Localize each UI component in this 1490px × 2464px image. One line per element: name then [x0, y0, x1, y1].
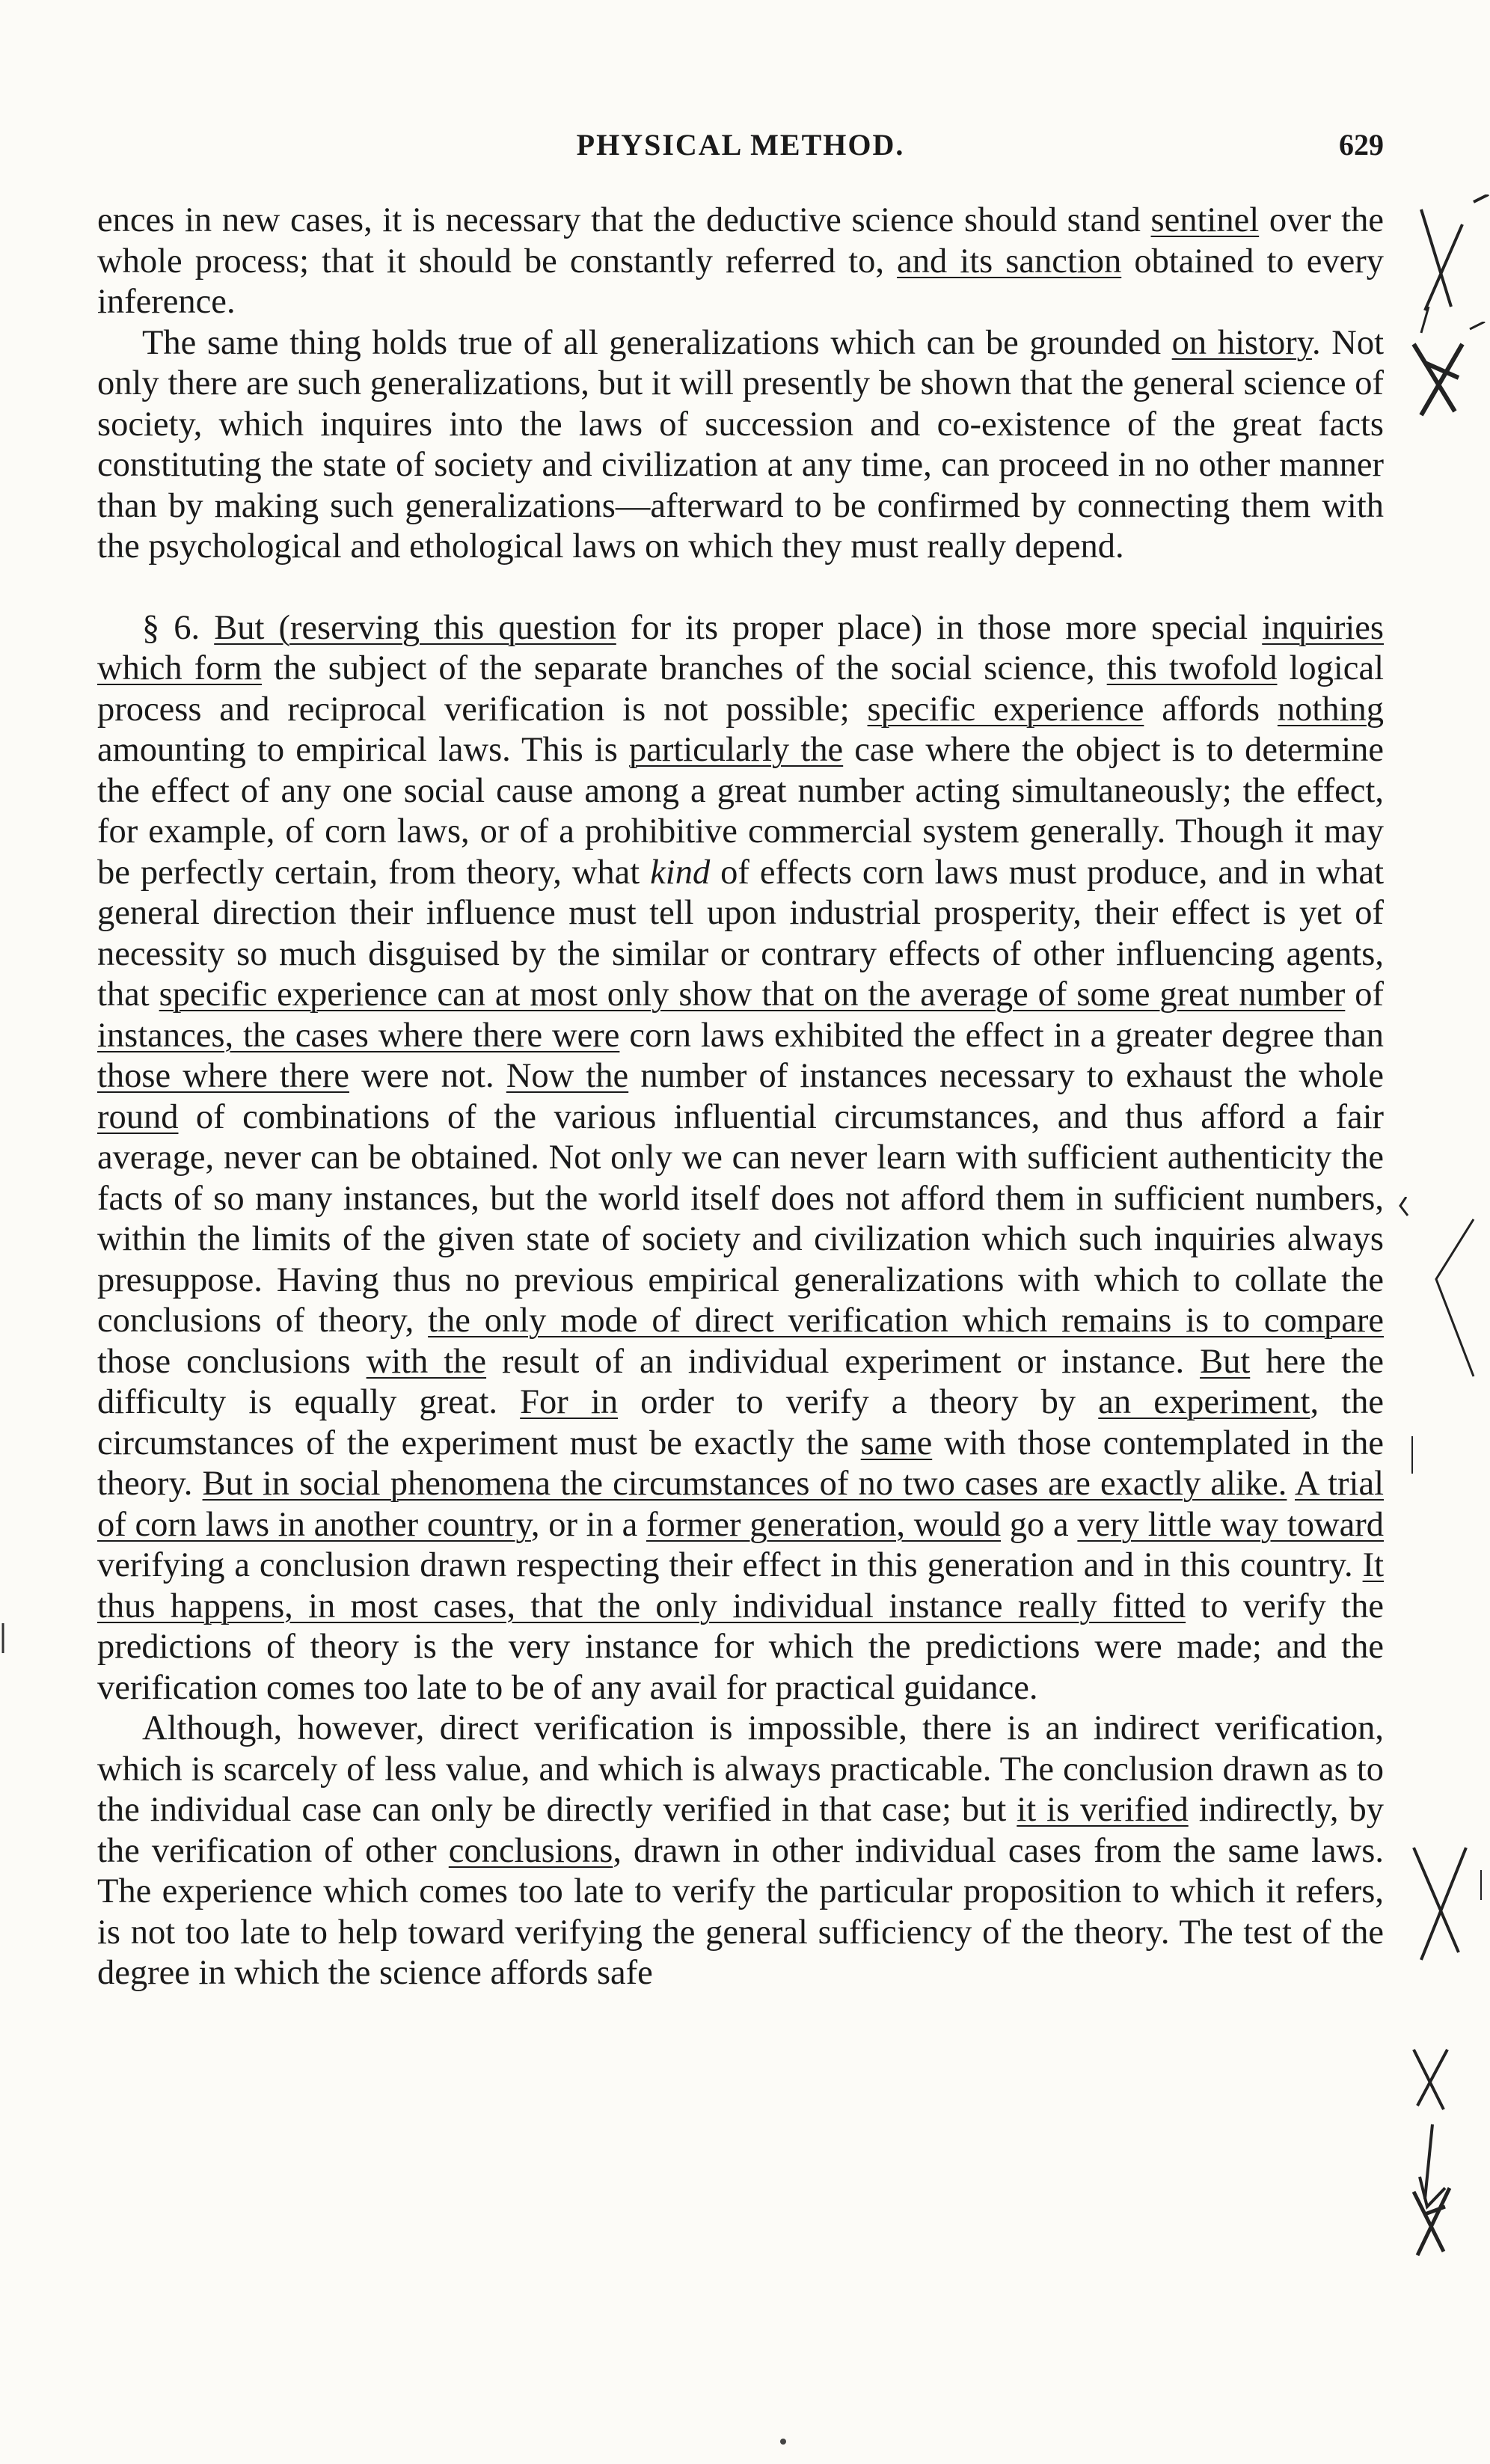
margin-annotations [1391, 194, 1490, 2364]
text-run: of effects corn laws must produce, and in what general direction their influence must tell upon industrial prosperity, their effect is yet of necessity so much disguised by the similar or contrary effects of other influencing agents, that [97, 853, 1384, 1014]
text-run: number of instances necessary to exhaust the whole [628, 1057, 1384, 1095]
text-run: . Not only there are such generalizations, but it will presently be shown that the general science of society, which inquires into the laws of succession and co-existence of the great facts constituting the state of society and civilization at any time, can proceed in no other manner than by making such generalizations—afterward to be confirmed by connecting them with the psychological and ethological laws on which they must really depend. [97, 323, 1385, 566]
text-run: corn laws exhibited the effect in a greater degree than [619, 1016, 1384, 1055]
underlined-text: particularly the [628, 731, 844, 769]
underlined-text: instances, the cases where there were [97, 1016, 620, 1055]
running-title: PHYSICAL METHOD. [576, 128, 905, 162]
underlined-text: For in [520, 1383, 619, 1421]
text-run: with those contemplated in the theory. [97, 1423, 1384, 1503]
underlined-text: specific experience can at most only show that on the average of some great number [159, 975, 1346, 1014]
underlined-text: with the [366, 1342, 487, 1381]
text-run: The same thing holds true of all generalizations which can be grounded [142, 323, 1172, 362]
text-run: obtained to every inference. [97, 242, 1384, 321]
underlined-text: and its sanction [897, 242, 1122, 281]
text-run: those conclusions [97, 1342, 367, 1381]
page-number: 629 [1339, 128, 1384, 162]
underlined-text: this twofold [1106, 649, 1278, 687]
text-run: go a [1001, 1505, 1078, 1544]
text-run: for its proper place) in those more special [616, 608, 1263, 647]
running-head [97, 127, 1384, 172]
text-run: , or in a [530, 1505, 646, 1544]
text-run: order to verify a theory by [618, 1383, 1099, 1421]
text-run: over the whole process; that it should be constantly referred to, [97, 201, 1384, 281]
x-mark-icon [1391, 2169, 1490, 2267]
text-run: amounting to empirical laws. This is [97, 731, 629, 769]
text-run: indirectly, by the verification of other [97, 1791, 1385, 1870]
underlined-text: It thus happens, in most cases, that the only individual instance really fitted [97, 1546, 1384, 1625]
text-run: result of an individual experiment or instance. [486, 1342, 1201, 1381]
underlined-text: an experiment [1098, 1383, 1310, 1421]
text-run: were not. [349, 1057, 506, 1095]
underlined-text: specific experience [867, 690, 1144, 729]
paragraph [97, 1708, 1384, 1994]
text-run: to verify the predictions of theory is the very instance for which the predictions were made; and the verification comes too late to be of any avail for practical guidance. [97, 1587, 1384, 1707]
underlined-text: those where there [97, 1057, 349, 1095]
underlined-text: very little way toward [1077, 1505, 1385, 1544]
text-run: , drawn in other individual cases from the same laws. The experience which comes too late to verify the particular proposition to which it refers, is not too late to help toward verifying the general sufficiency of the theory. The test of the degree in which the science affords safe [97, 1831, 1384, 1992]
bracket-mark-icon [1391, 1197, 1490, 1571]
underlined-text: round [97, 1097, 179, 1136]
underlined-text: But in social phenomena the circumstances of no two cases are exactly alike. [202, 1465, 1287, 1503]
body-text [97, 200, 1384, 1994]
text-run: case where the object is to determine the effect of any one social cause among a great number acting simultaneously; the effect, for example, of corn laws, or of a prohibitive commercial system generally. Though it may be perfectly certain, from theory, what [97, 731, 1385, 892]
page-speck [780, 2439, 786, 2445]
text-run: of [1345, 975, 1384, 1014]
x-mark-icon [1391, 1825, 1490, 1975]
x-mark-icon [1391, 2035, 1490, 2117]
text-run: verifying a conclusion drawn respecting their effect in this generation and in this country. [97, 1546, 1363, 1584]
text-run: , the circumstances of the experiment must be exactly the [97, 1383, 1385, 1462]
text-run: ences in new cases, it is necessary that the deductive science should stand [97, 201, 1151, 239]
underlined-text: same [860, 1423, 933, 1462]
underlined-text: Now the [506, 1057, 629, 1095]
underlined-text: nothing [1277, 690, 1384, 729]
paragraph [97, 608, 1384, 1709]
italic-text: kind [650, 853, 711, 892]
underlined-text: on history [1171, 323, 1312, 362]
text-run: Although, however, direct verification is impossible, there is an indirect verification, which is scarcely of less value, and which is always practicable. The conclusion drawn as to the individual case can only be directly verified in that case; but [97, 1709, 1384, 1829]
underlined-text: But (reserving this question [214, 608, 616, 647]
paragraph [97, 200, 1384, 323]
paragraph [97, 323, 1384, 568]
text-run: here the difficulty is equally great. [97, 1342, 1384, 1421]
underlined-text: A trial of corn laws in another country [97, 1465, 1385, 1544]
x-mark-icon [1391, 322, 1490, 434]
text-run: of combinations of the various influential circumstances, and thus afford a fair average, never can be obtained. Not only we can never learn with sufficient authenticity the facts of so many instances, but the world itself does not afford them in sufficient numbers, within the limits of the given state of society and civilization which such inquiries always presuppose. Having thus no previous empirical generalizations with which to collate the conclusions of theory, [97, 1097, 1384, 1340]
underlined-text: it is verified [1017, 1791, 1189, 1829]
text-run: the subject of the separate branches of the social science, [262, 649, 1107, 687]
underlined-text: former generation, would [646, 1505, 1002, 1544]
underlined-text: sentinel [1150, 201, 1260, 239]
underlined-text: inquiries which form [97, 608, 1384, 687]
text-run: § 6. [142, 608, 215, 647]
underlined-text: But [1200, 1342, 1251, 1381]
text-run: logical process and reciprocal verification is not possible; [97, 649, 1384, 729]
underlined-text: the only mode of direct verification which remains is to compare [428, 1302, 1384, 1340]
underlined-text: conclusions [448, 1831, 613, 1870]
left-margin-tick [0, 1623, 7, 1653]
text-run [1287, 1465, 1295, 1503]
text-run: affords [1144, 690, 1278, 729]
